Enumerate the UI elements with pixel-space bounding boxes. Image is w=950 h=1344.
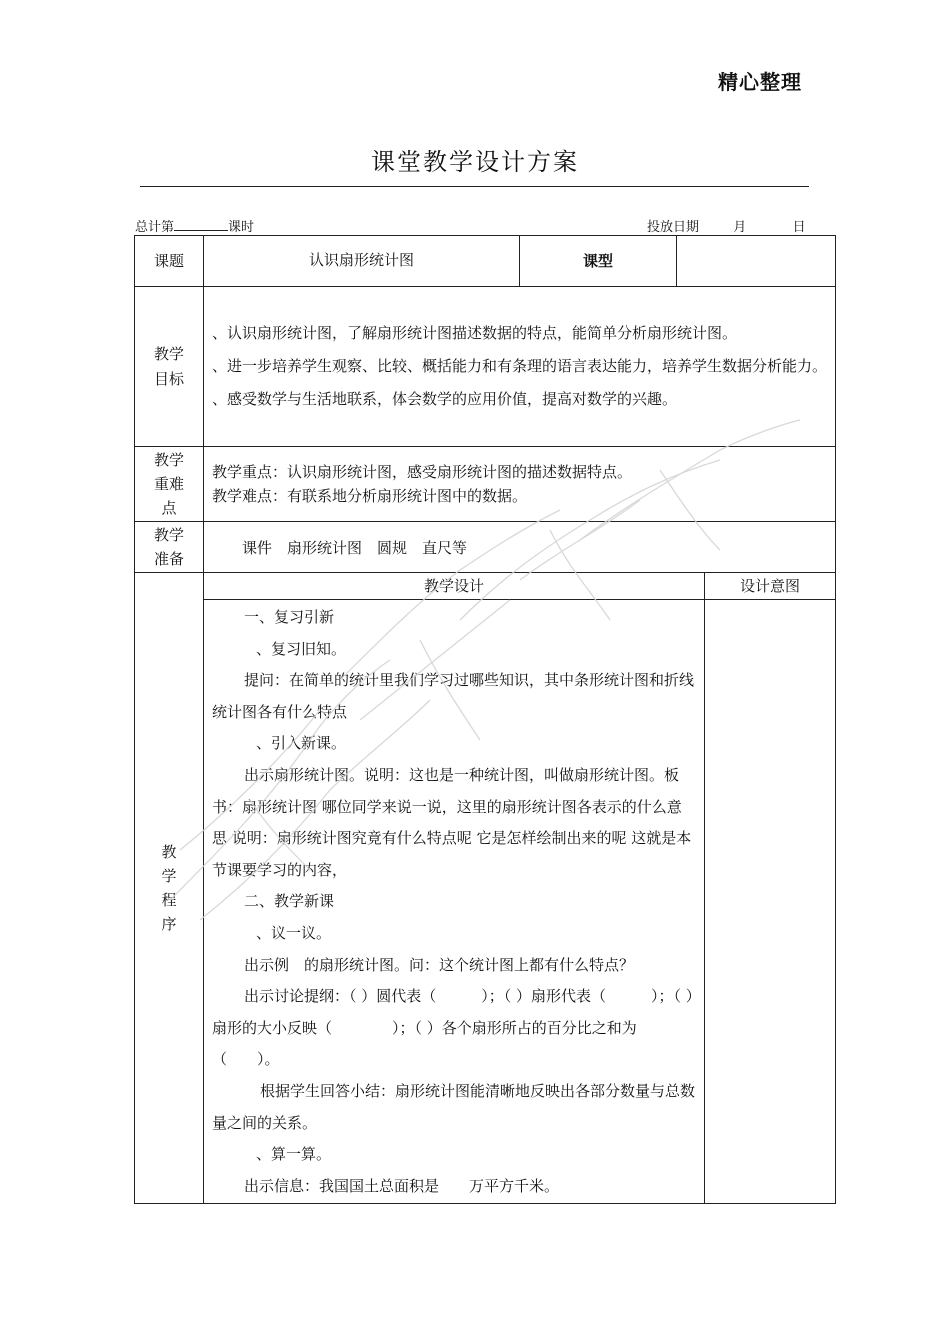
goals-label: 教学目标 (135, 287, 204, 447)
design-line: 二、教学新课 (244, 892, 335, 911)
prep-row (135, 522, 836, 573)
procedure-label: 教学程序 (135, 573, 204, 1204)
intent-header: 设计意图 (705, 573, 836, 600)
total-lessons (135, 216, 254, 235)
design-line: 提问：在简单的统计里我们学习过哪些知识，其中条形统计图和折线统计图各有什么特点 (212, 671, 695, 721)
procedure-header-row (135, 573, 836, 600)
design-header: 教学设计 (204, 573, 705, 600)
design-cell (204, 600, 705, 1204)
goal-item: 、感受数学与生活地联系，体会数学的应用价值，提高对数学的兴趣。 (212, 390, 678, 408)
design-line: 、引入新课。 (256, 734, 347, 753)
design-line: 一、复习引新 (244, 608, 335, 626)
total-prefix: 总计第 (135, 220, 175, 235)
intent-cell (705, 600, 836, 1204)
goals-row (135, 287, 836, 447)
key-points-cell (204, 447, 836, 522)
total-blank (174, 218, 228, 231)
date-line (647, 216, 806, 235)
difficult-point: 教学难点：有联系地分析扇形统计图中的数据。 (212, 487, 528, 505)
type-label: 课型 (520, 236, 677, 287)
goals-cell (204, 287, 836, 447)
corner-label: 精心整理 (718, 70, 802, 94)
key-points-row (135, 447, 836, 522)
topic-row (135, 236, 836, 287)
key-point: 教学重点：认识扇形统计图，感受扇形统计图的描述数据特点。 (212, 463, 633, 481)
month-label: 月 (733, 220, 747, 235)
design-line: 、议一议。 (256, 923, 332, 942)
design-line: 、复习旧知。 (256, 639, 347, 658)
prep-label: 教学准备 (135, 522, 204, 573)
goal-item: 、进一步培养学生观察、比较、概括能力和有条理的语言表达能力，培养学生数据分析能力。 (212, 357, 828, 375)
prep-value: 课件 扇形统计图 圆规 直尺等 (204, 522, 836, 573)
design-line: 出示扇形统计图。说明：这也是一种统计图，叫做扇形统计图。板书：扇形统计图 哪位同学来说一说，这里的扇形统计图各表示的什么意思 说明：扇形统计图究竟有什么特点呢 它是怎样绘制出来的呢 这就是本节课要学习的内容， (212, 765, 692, 879)
design-line: 、算一算。 (256, 1145, 332, 1164)
date-label: 投放日期 (647, 220, 700, 235)
design-line: 出示讨论提纲：（ ）圆代表（ ）；（ ）扇形代表（ ）；（ ）扇形的大小反映（ ）；（ ）各个扇形所占的百分比之和为（ ）。 (212, 987, 694, 1069)
topic-value: 认识扇形统计图 (204, 236, 520, 287)
design-line: 出示例 的扇形统计图。问：这个统计图上都有什么特点？ (244, 955, 635, 974)
design-line: 出示信息：我国国土总面积是 万平方千米。 (244, 1176, 560, 1195)
day-label: 日 (792, 220, 806, 235)
design-line: 根据学生回答小结：扇形统计图能清晰地反映出各部分数量与总数量之间的关系。 (212, 1081, 696, 1132)
topic-label: 课题 (135, 236, 204, 287)
type-value (677, 236, 836, 287)
total-suffix: 课时 (228, 220, 255, 235)
page-title: 课堂教学设计方案 (371, 148, 579, 176)
goal-item: 、认识扇形统计图，了解扇形统计图描述数据的特点，能简单分析扇形统计图。 (212, 324, 738, 342)
title-divider (140, 186, 809, 187)
key-points-label: 教学重难点 (135, 447, 204, 522)
lesson-plan-table (134, 235, 836, 1204)
procedure-row (135, 600, 836, 1204)
